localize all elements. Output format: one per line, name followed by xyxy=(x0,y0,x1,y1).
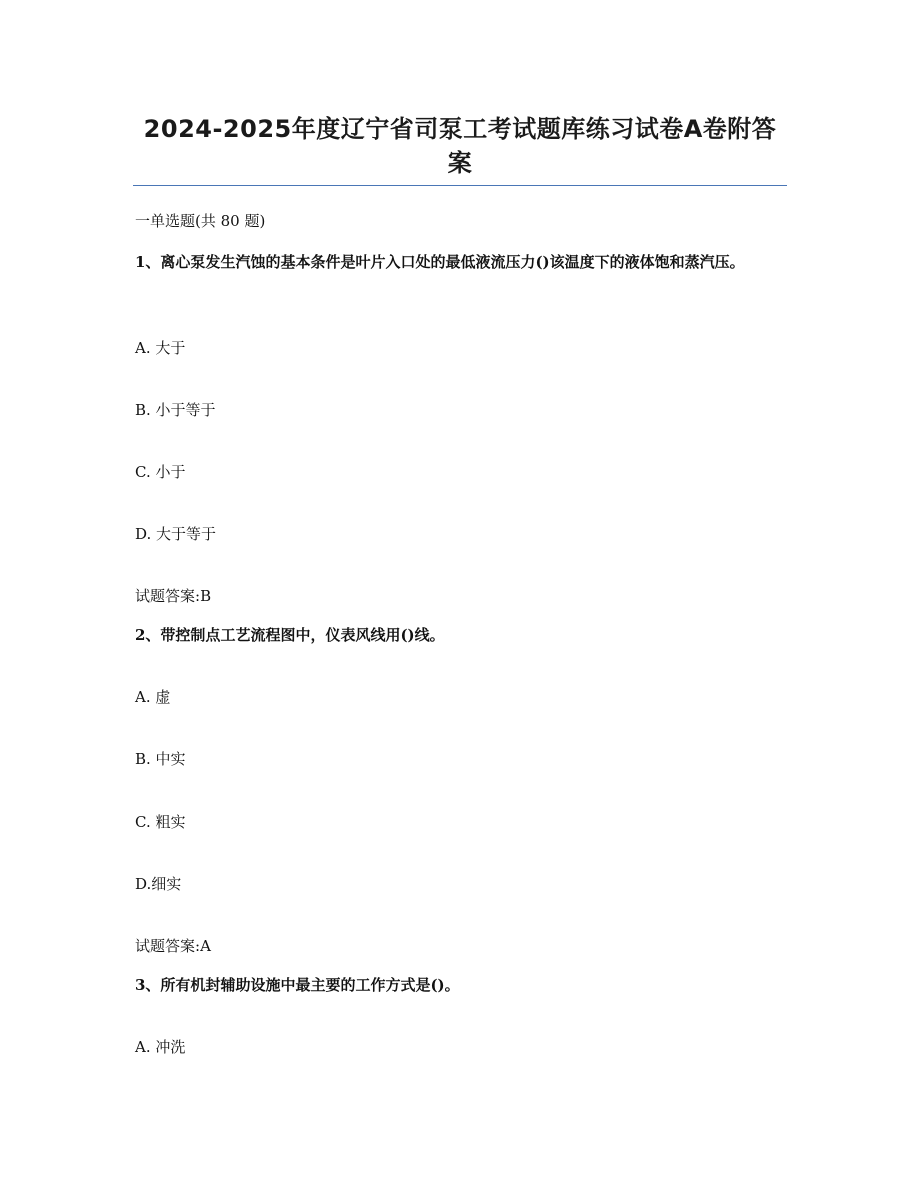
question-3-option-a: A. 冲洗 xyxy=(135,1038,186,1056)
question-3-stem: 3、所有机封辅助设施中最主要的工作方式是()。 xyxy=(135,976,460,994)
question-1-option-a: A. 大于 xyxy=(135,339,186,357)
answer-value: A xyxy=(200,937,211,955)
answer-value: B xyxy=(200,587,212,605)
title-underline xyxy=(133,185,787,186)
question-2-stem: 2、带控制点工艺流程图中，仪表风线用()线。 xyxy=(135,626,445,644)
question-2-option-c: C. 粗实 xyxy=(135,813,186,831)
question-1-option-c: C. 小于 xyxy=(135,463,186,481)
answer-label: 试题答案: xyxy=(135,587,201,605)
question-2-option-d: D.细实 xyxy=(135,875,182,893)
section-heading: 一单选题(共 80 题) xyxy=(135,212,266,230)
document-title: 2024-2025年度辽宁省司泵工考试题库练习试卷A卷附答案 xyxy=(143,115,777,177)
question-2-option-a: A. 虚 xyxy=(135,688,171,706)
question-2-answer xyxy=(135,934,211,959)
question-1-stem: 1、离心泵发生汽蚀的基本条件是叶片入口处的最低液流压力()该温度下的液体饱和蒸汽压。 xyxy=(135,253,745,271)
question-1-option-d: D. 大于等于 xyxy=(135,525,217,543)
question-1-option-b: B. 小于等于 xyxy=(135,401,216,419)
question-2-option-b: B. 中实 xyxy=(135,750,186,768)
answer-label: 试题答案: xyxy=(135,937,201,955)
question-1-answer xyxy=(135,584,211,609)
